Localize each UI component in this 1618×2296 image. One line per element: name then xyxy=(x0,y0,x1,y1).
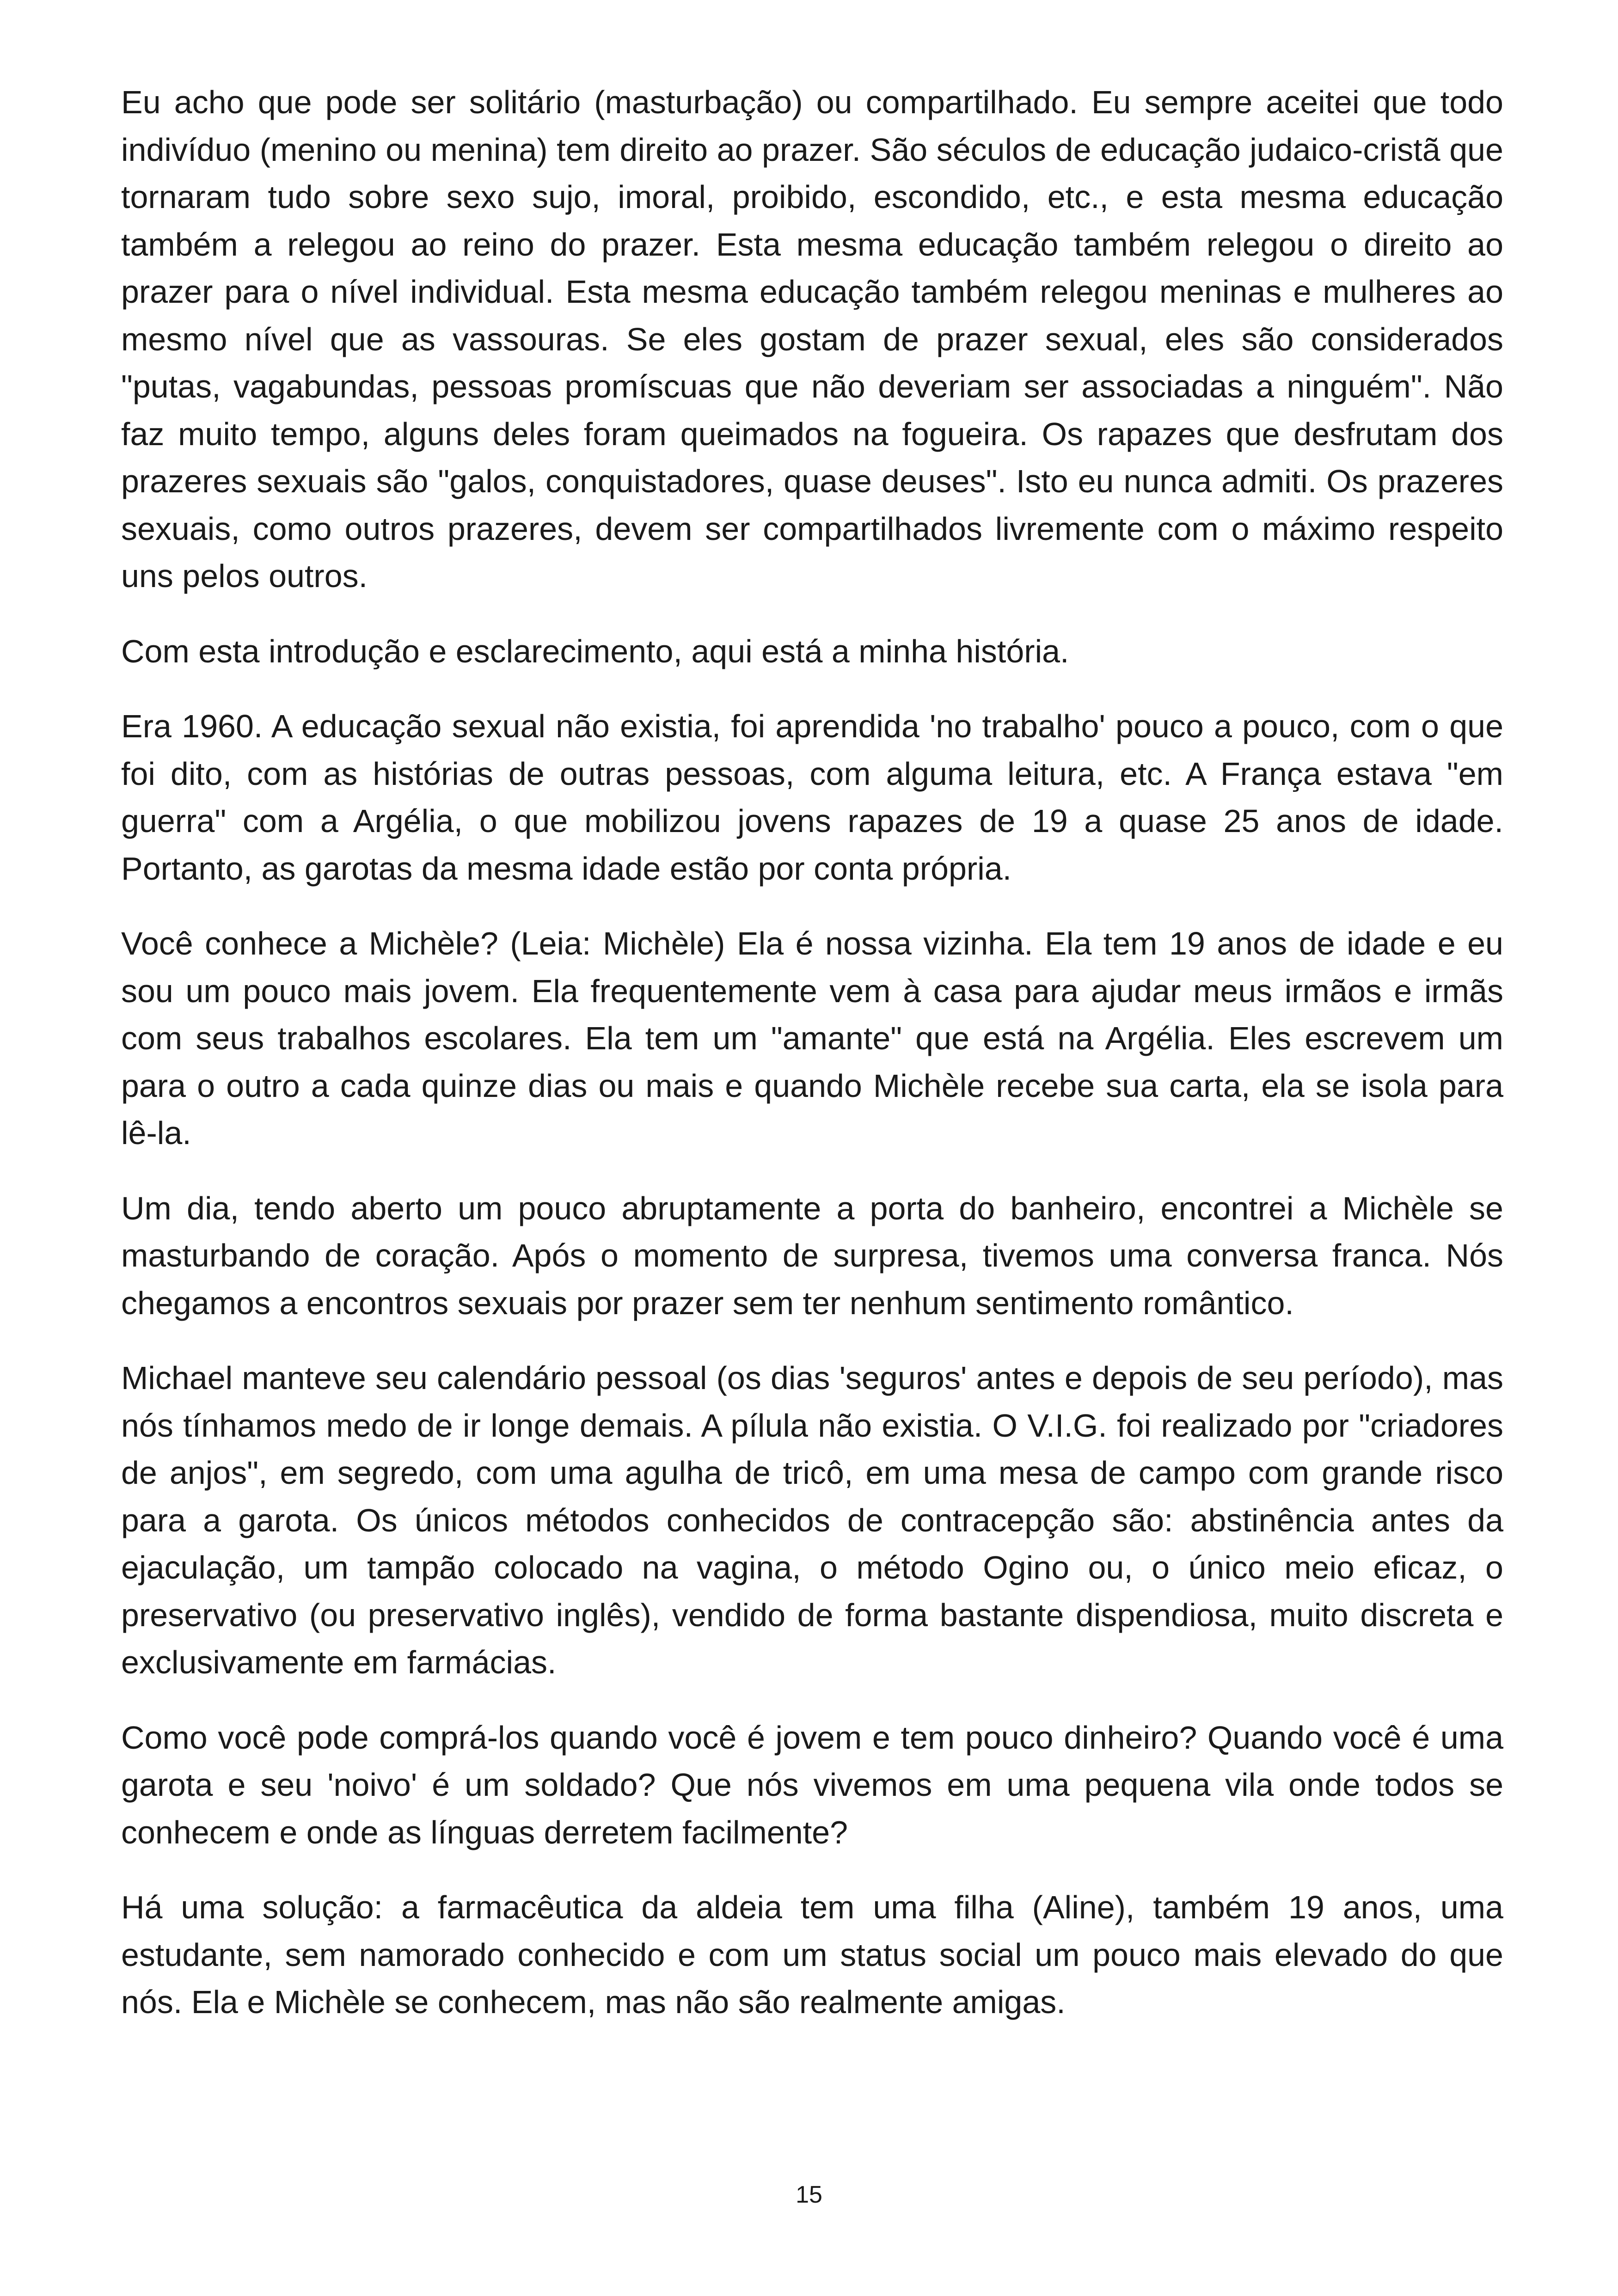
paragraph: Há uma solução: a farmacêutica da aldeia tem uma filha (Aline), também 19 anos, uma estudante, sem namorado conhecido e com um status social um pouco mais elevado do que nós. Ela e Michèle se conhecem, mas não são realmente amigas. xyxy=(121,1889,1503,2020)
page-number: 15 xyxy=(796,2181,822,2208)
paragraph: Um dia, tendo aberto um pouco abruptamente a porta do banheiro, encontrei a Michèle se masturbando de coração. Após o momento de surpresa, tivemos uma conversa franca. Nós chegamos a encontros sexuais por prazer sem ter nenhum sentimento romântico. xyxy=(121,1190,1503,1321)
paragraph: Você conhece a Michèle? (Leia: Michèle) Ela é nossa vizinha. Ela tem 19 anos de idade e eu sou um pouco mais jovem. Ela frequentemente vem à casa para ajudar meus irmãos e irmãs com seus trabalhos escolares. Ela tem um "amante" que está na Argélia. Eles escrevem um para o outro a cada quinze dias ou mais e quando Michèle recebe sua carta, ela se isola para lê-la. xyxy=(121,925,1503,1151)
paragraph: Com esta introdução e esclarecimento, aqui está a minha história. xyxy=(121,633,1069,669)
paragraph: Michael manteve seu calendário pessoal (os dias 'seguros' antes e depois de seu período), mas nós tínhamos medo de ir longe demais. A pílula não existia. O V.I.G. foi realizado por "criadores de anjos", em segredo, com uma agulha de tricô, em uma mesa de campo com grande risco para a garota. Os únicos métodos conhecidos de contracepção são: abstinência antes da ejaculação, um tampão colocado na vagina, o método Ogino ou, o único meio eficaz, o preservativo (ou preservativo inglês), vendido de forma bastante dispendiosa, muito discreta e exclusivamente em farmácias. xyxy=(121,1360,1503,1680)
paragraph: Eu acho que pode ser solitário (masturbação) ou compartilhado. Eu sempre aceitei que todo indivíduo (menino ou menina) tem direito ao prazer. São séculos de educação judaico-cristã que tornaram tudo sobre sexo sujo, imoral, proibido, escondido, etc., e esta mesma educação também a relegou ao reino do prazer. Esta mesma educação também relegou o direito ao prazer para o nível individual. Esta mesma educação também relegou meninas e mulheres ao mesmo nível que as vassouras. Se eles gostam de prazer sexual, eles são considerados "putas, vagabundas, pessoas promíscuas que não deveriam ser associadas a ninguém". Não faz muito tempo, alguns deles foram queimados na fogueira. Os rapazes que desfrutam dos prazeres sexuais são "galos, conquistadores, quase deuses". Isto eu nunca admiti. Os prazeres sexuais, como outros prazeres, devem ser compartilhados livremente com o máximo respeito uns pelos outros. xyxy=(121,84,1503,594)
body-text xyxy=(121,79,1503,2054)
paragraph: Era 1960. A educação sexual não existia, foi aprendida 'no trabalho' pouco a pouco, com o que foi dito, com as histórias de outras pessoas, com alguma leitura, etc. A França estava "em guerra" com a Argélia, o que mobilizou jovens rapazes de 19 a quase 25 anos de idade. Portanto, as garotas da mesma idade estão por conta própria. xyxy=(121,708,1503,887)
paragraph: Como você pode comprá-los quando você é jovem e tem pouco dinheiro? Quando você é uma garota e seu 'noivo' é um soldado? Que nós vivemos em uma pequena vila onde todos se conhecem e onde as línguas derretem facilmente? xyxy=(121,1719,1503,1850)
